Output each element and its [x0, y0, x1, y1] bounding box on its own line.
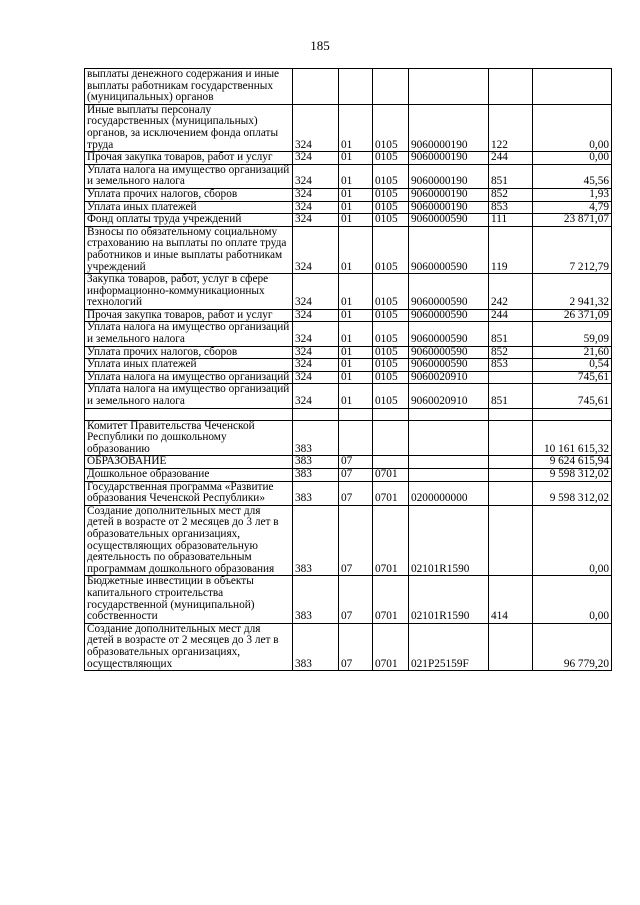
table-row — [85, 456, 612, 469]
row-section-cell: 01 — [339, 226, 373, 273]
row-type-cell: 852 — [489, 346, 533, 359]
row-target-cell: 9060000590 — [409, 346, 489, 359]
row-amount-cell: 0,00 — [533, 104, 612, 151]
row-subsection-cell: 0105 — [373, 152, 409, 165]
row-type-cell: 853 — [489, 201, 533, 214]
row-target-cell: 02101R1590 — [409, 576, 489, 623]
row-subsection-cell — [373, 420, 409, 456]
row-target-cell: 9060020910 — [409, 384, 489, 408]
row-type-cell: 242 — [489, 274, 533, 310]
row-code-cell: 324 — [293, 384, 339, 408]
row-name-cell: Уплата прочих налогов, сборов — [85, 346, 293, 359]
table-row — [85, 104, 612, 151]
row-type-cell: 851 — [489, 322, 533, 346]
row-code-cell: 383 — [293, 456, 339, 469]
row-code-cell: 324 — [293, 226, 339, 273]
table-row — [85, 408, 612, 420]
row-type-cell — [489, 456, 533, 469]
row-name-cell: Взносы по обязательному социальному страхованию на выплаты по оплате труда работников и иные выплаты работникам учреждений — [85, 226, 293, 273]
table-body — [85, 69, 612, 671]
table-row — [85, 469, 612, 482]
row-amount-cell: 9 598 312,02 — [533, 469, 612, 482]
row-code-cell: 324 — [293, 371, 339, 384]
row-type-cell — [489, 481, 533, 505]
row-code-cell: 383 — [293, 576, 339, 623]
row-target-cell: 9060000190 — [409, 188, 489, 201]
row-section-cell: 07 — [339, 576, 373, 623]
row-section-cell: 07 — [339, 469, 373, 482]
row-amount-cell: 4,79 — [533, 201, 612, 214]
row-code-cell — [293, 69, 339, 105]
row-amount-cell: 96 779,20 — [533, 623, 612, 670]
row-section-cell: 01 — [339, 384, 373, 408]
row-name-cell: Уплата иных платежей — [85, 359, 293, 372]
row-amount-cell: 2 941,32 — [533, 274, 612, 310]
row-code-cell: 324 — [293, 201, 339, 214]
row-amount-cell: 0,00 — [533, 152, 612, 165]
page-number: 185 — [310, 38, 330, 53]
table-row — [85, 188, 612, 201]
table-row — [85, 226, 612, 273]
row-name-cell: Создание дополнительных мест для детей в возрасте от 2 месяцев до 3 лет в образовательных организациях, осуществляющих — [85, 623, 293, 670]
row-target-cell: 9060000190 — [409, 201, 489, 214]
row-name-cell: Фонд оплаты труда учреждений — [85, 214, 293, 227]
row-subsection-cell: 0105 — [373, 188, 409, 201]
table-row — [85, 164, 612, 188]
row-target-cell: 9060000590 — [409, 359, 489, 372]
row-subsection-cell: 0105 — [373, 104, 409, 151]
row-type-cell: 244 — [489, 309, 533, 322]
row-target-cell — [409, 420, 489, 456]
row-amount-cell: 23 871,07 — [533, 214, 612, 227]
row-type-cell: 244 — [489, 152, 533, 165]
row-subsection-cell: 0105 — [373, 384, 409, 408]
table-row — [85, 346, 612, 359]
table-row — [85, 576, 612, 623]
row-code-cell: 324 — [293, 214, 339, 227]
row-code-cell: 383 — [293, 420, 339, 456]
row-target-cell: 9060000190 — [409, 152, 489, 165]
table-row — [85, 371, 612, 384]
row-name-cell: выплаты денежного содержания и иные выплаты работникам государственных (муниципальных) органов — [85, 69, 293, 105]
row-subsection-cell: 0105 — [373, 164, 409, 188]
row-name-cell: Прочая закупка товаров, работ и услуг — [85, 309, 293, 322]
table-row — [85, 152, 612, 165]
row-code-cell: 324 — [293, 359, 339, 372]
row-name-cell: ОБРАЗОВАНИЕ — [85, 456, 293, 469]
table-row — [85, 274, 612, 310]
row-name-cell: Уплата иных платежей — [85, 201, 293, 214]
row-code-cell: 324 — [293, 104, 339, 151]
row-amount-cell: 10 161 615,32 — [533, 420, 612, 456]
row-amount-cell: 0,54 — [533, 359, 612, 372]
row-section-cell: 01 — [339, 188, 373, 201]
row-subsection-cell: 0105 — [373, 226, 409, 273]
row-name-cell: Дошкольное образование — [85, 469, 293, 482]
row-type-cell: 414 — [489, 576, 533, 623]
row-amount-cell: 45,56 — [533, 164, 612, 188]
row-type-cell — [489, 371, 533, 384]
row-type-cell: 122 — [489, 104, 533, 151]
row-subsection-cell: 0105 — [373, 322, 409, 346]
table-row — [85, 420, 612, 456]
row-section-cell: 01 — [339, 104, 373, 151]
row-amount-cell: 9 624 615,94 — [533, 456, 612, 469]
table-row — [85, 505, 612, 576]
row-amount-cell: 745,61 — [533, 371, 612, 384]
row-subsection-cell: 0701 — [373, 576, 409, 623]
row-code-cell: 324 — [293, 164, 339, 188]
row-target-cell: 9060020910 — [409, 371, 489, 384]
row-amount-cell — [533, 69, 612, 105]
row-subsection-cell: 0701 — [373, 623, 409, 670]
row-amount-cell: 26 371,09 — [533, 309, 612, 322]
row-amount-cell — [533, 408, 612, 420]
row-section-cell: 07 — [339, 623, 373, 670]
row-subsection-cell: 0105 — [373, 309, 409, 322]
row-name-cell: Бюджетные инвестиции в объекты капитального строительства государственной (муниципальной) собственности — [85, 576, 293, 623]
row-amount-cell: 21,60 — [533, 346, 612, 359]
table-row — [85, 481, 612, 505]
row-target-cell: 9060000590 — [409, 309, 489, 322]
row-code-cell: 383 — [293, 469, 339, 482]
row-target-cell: 9060000590 — [409, 214, 489, 227]
row-target-cell: 02101R1590 — [409, 505, 489, 576]
row-section-cell: 01 — [339, 201, 373, 214]
table-row — [85, 359, 612, 372]
table-row — [85, 623, 612, 670]
row-name-cell: Уплата налога на имущество организаций и земельного налога — [85, 164, 293, 188]
row-target-cell — [409, 469, 489, 482]
table-row — [85, 384, 612, 408]
row-type-cell — [489, 69, 533, 105]
row-section-cell: 07 — [339, 481, 373, 505]
row-name-cell: Прочая закупка товаров, работ и услуг — [85, 152, 293, 165]
row-subsection-cell: 0105 — [373, 346, 409, 359]
row-section-cell — [339, 69, 373, 105]
row-target-cell — [409, 408, 489, 420]
row-amount-cell: 1,93 — [533, 188, 612, 201]
table-row — [85, 69, 612, 105]
row-section-cell: 01 — [339, 371, 373, 384]
row-type-cell — [489, 420, 533, 456]
row-amount-cell: 7 212,79 — [533, 226, 612, 273]
row-subsection-cell: 0105 — [373, 201, 409, 214]
row-section-cell — [339, 408, 373, 420]
row-code-cell — [293, 408, 339, 420]
row-name-cell — [85, 408, 293, 420]
row-target-cell: 9060000590 — [409, 226, 489, 273]
row-amount-cell: 0,00 — [533, 576, 612, 623]
row-amount-cell: 59,09 — [533, 322, 612, 346]
row-section-cell — [339, 420, 373, 456]
row-name-cell: Создание дополнительных мест для детей в возрасте от 2 месяцев до 3 лет в образовательных организациях, осуществляющих образовательную деятельность по образовательным программам дошкольного образования — [85, 505, 293, 576]
row-subsection-cell: 0105 — [373, 371, 409, 384]
row-type-cell: 851 — [489, 384, 533, 408]
row-code-cell: 324 — [293, 322, 339, 346]
row-section-cell: 01 — [339, 214, 373, 227]
row-name-cell: Уплата прочих налогов, сборов — [85, 188, 293, 201]
row-type-cell — [489, 469, 533, 482]
row-subsection-cell: 0105 — [373, 214, 409, 227]
row-name-cell: Закупка товаров, работ, услуг в сфере информационно-коммуникационных технологий — [85, 274, 293, 310]
row-code-cell: 324 — [293, 346, 339, 359]
row-section-cell: 07 — [339, 456, 373, 469]
row-code-cell: 324 — [293, 152, 339, 165]
row-code-cell: 324 — [293, 188, 339, 201]
row-target-cell — [409, 69, 489, 105]
row-amount-cell: 0,00 — [533, 505, 612, 576]
row-code-cell: 383 — [293, 623, 339, 670]
row-subsection-cell — [373, 456, 409, 469]
row-subsection-cell: 0701 — [373, 469, 409, 482]
row-name-cell: Государственная программа «Развитие образования Чеченской Республики» — [85, 481, 293, 505]
row-type-cell — [489, 623, 533, 670]
row-code-cell: 324 — [293, 274, 339, 310]
row-target-cell: 9060000190 — [409, 104, 489, 151]
row-section-cell: 01 — [339, 152, 373, 165]
row-type-cell — [489, 408, 533, 420]
row-type-cell: 119 — [489, 226, 533, 273]
row-target-cell: 9060000590 — [409, 322, 489, 346]
row-amount-cell: 745,61 — [533, 384, 612, 408]
table-row — [85, 309, 612, 322]
row-section-cell: 01 — [339, 274, 373, 310]
row-subsection-cell: 0701 — [373, 481, 409, 505]
row-type-cell: 851 — [489, 164, 533, 188]
row-subsection-cell: 0105 — [373, 274, 409, 310]
row-section-cell: 01 — [339, 309, 373, 322]
row-type-cell — [489, 505, 533, 576]
row-name-cell: Комитет Правительства Чеченской Республики по дошкольному образованию — [85, 420, 293, 456]
row-name-cell: Уплата налога на имущество организаций и земельного налога — [85, 384, 293, 408]
row-section-cell: 01 — [339, 359, 373, 372]
row-subsection-cell: 0701 — [373, 505, 409, 576]
row-subsection-cell — [373, 408, 409, 420]
table-row — [85, 201, 612, 214]
row-code-cell: 383 — [293, 481, 339, 505]
row-code-cell: 383 — [293, 505, 339, 576]
row-name-cell: Уплата налога на имущество организаций — [85, 371, 293, 384]
row-subsection-cell: 0105 — [373, 359, 409, 372]
row-name-cell: Иные выплаты персоналу государственных (муниципальных) органов, за исключением фонда оплаты труда — [85, 104, 293, 151]
row-target-cell: 9060000190 — [409, 164, 489, 188]
row-target-cell — [409, 456, 489, 469]
table-row — [85, 322, 612, 346]
row-target-cell: 0200000000 — [409, 481, 489, 505]
row-name-cell: Уплата налога на имущество организаций и земельного налога — [85, 322, 293, 346]
budget-table — [84, 68, 612, 671]
row-section-cell: 01 — [339, 164, 373, 188]
table-row — [85, 214, 612, 227]
row-type-cell: 853 — [489, 359, 533, 372]
row-type-cell: 852 — [489, 188, 533, 201]
row-type-cell: 111 — [489, 214, 533, 227]
row-amount-cell: 9 598 312,02 — [533, 481, 612, 505]
row-code-cell: 324 — [293, 309, 339, 322]
row-section-cell: 01 — [339, 322, 373, 346]
row-section-cell: 07 — [339, 505, 373, 576]
row-section-cell: 01 — [339, 346, 373, 359]
row-target-cell: 021P25159F — [409, 623, 489, 670]
row-target-cell: 9060000590 — [409, 274, 489, 310]
row-subsection-cell — [373, 69, 409, 105]
